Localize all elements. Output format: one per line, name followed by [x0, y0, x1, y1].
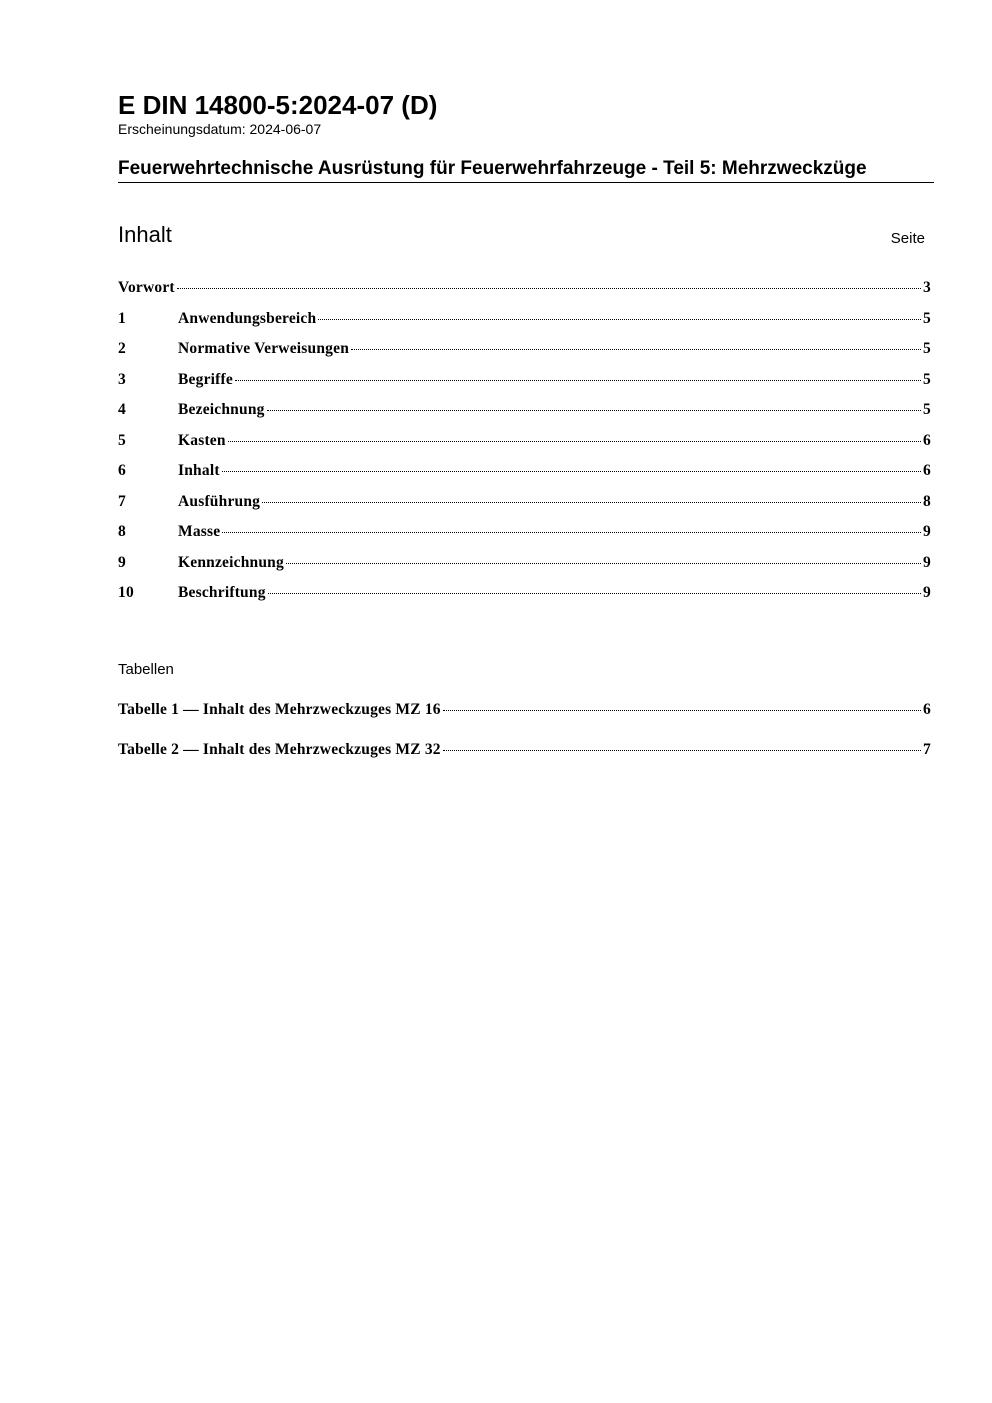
toc-leader-dots	[318, 319, 921, 320]
toc-entry-vorwort[interactable]	[118, 278, 931, 309]
table-entry-label: Tabelle 1 — Inhalt des Mehrzweckzuges MZ 16	[118, 701, 441, 718]
toc-leader-dots	[351, 349, 921, 350]
toc-entry-page: 6	[923, 431, 931, 449]
toc-entry-label: Vorwort	[118, 279, 175, 296]
toc-entry-label: Kasten	[178, 431, 226, 449]
toc-entry-page: 9	[923, 523, 931, 540]
toc-entry-label: Kennzeichnung	[178, 553, 284, 571]
toc-leader-dots	[286, 563, 921, 564]
toc-leader-dots	[268, 593, 921, 594]
toc-entry-page: 5	[923, 370, 931, 388]
toc-entry-number: 7	[118, 492, 126, 510]
publication-date: Erscheinungsdatum: 2024-06-07	[118, 121, 322, 137]
toc-entry-label: Anwendungsbereich	[178, 309, 317, 327]
toc-leader-dots	[267, 410, 921, 411]
toc-entry-label: Normative Verweisungen	[178, 340, 350, 357]
toc-entry-label: Masse	[178, 523, 221, 540]
toc-entry-2[interactable]	[118, 339, 931, 370]
toc-entry-number: 1	[118, 309, 126, 327]
toc-leader-dots	[235, 380, 921, 381]
table-entry-1[interactable]	[118, 700, 931, 740]
toc-entry-page: 9	[923, 584, 931, 601]
toc-leader-dots	[228, 441, 921, 442]
toc-leader-dots	[222, 471, 921, 472]
toc-entry-page: 5	[923, 309, 931, 327]
toc-entry-number: 8	[118, 523, 126, 540]
toc-entry-page: 6	[923, 462, 931, 479]
toc-entry-number: 9	[118, 553, 126, 571]
toc-entry-label: Beschriftung	[178, 584, 266, 601]
toc-entry-page: 5	[923, 340, 931, 357]
document-title: Feuerwehrtechnische Ausrüstung für Feuerwehrfahrzeuge - Teil 5: Mehrzweckzüge	[118, 158, 934, 183]
toc-leader-dots	[262, 502, 921, 503]
toc-entry-1[interactable]	[118, 309, 931, 340]
table-entry-2[interactable]	[118, 740, 931, 780]
toc-entry-9[interactable]	[118, 553, 931, 584]
toc-entry-label: Bezeichnung	[178, 401, 265, 418]
toc-entry-label: Begriffe	[178, 370, 233, 388]
table-entry-page: 7	[923, 741, 931, 758]
toc-entry-label: Inhalt	[178, 462, 220, 479]
toc-entry-8[interactable]	[118, 522, 931, 553]
toc-leader-dots	[222, 532, 921, 533]
toc-entry-3[interactable]	[118, 370, 931, 401]
toc-entry-number: 10	[118, 584, 134, 601]
toc-entry-number: 5	[118, 431, 126, 449]
toc-entry-4[interactable]	[118, 400, 931, 431]
toc-entry-number: 2	[118, 340, 126, 357]
document-id: E DIN 14800-5:2024-07 (D)	[118, 90, 438, 120]
toc-list	[118, 278, 931, 614]
toc-entry-6[interactable]	[118, 461, 931, 492]
page-column-heading: Seite	[890, 230, 925, 247]
toc-leader-dots	[443, 710, 921, 711]
toc-entry-5[interactable]	[118, 431, 931, 462]
toc-entry-7[interactable]	[118, 492, 931, 523]
toc-entry-page: 9	[923, 553, 931, 571]
toc-entry-number: 4	[118, 401, 126, 418]
tables-list	[118, 700, 931, 780]
toc-entry-number: 3	[118, 370, 126, 388]
table-entry-page: 6	[923, 701, 931, 718]
toc-entry-page: 5	[923, 401, 931, 418]
toc-heading: Inhalt	[118, 222, 172, 247]
tables-heading: Tabellen	[118, 661, 174, 678]
toc-entry-number: 6	[118, 462, 126, 479]
table-entry-label: Tabelle 2 — Inhalt des Mehrzweckzuges MZ 32	[118, 741, 441, 758]
toc-entry-page: 8	[923, 492, 931, 510]
toc-leader-dots	[177, 288, 921, 289]
toc-leader-dots	[443, 750, 921, 751]
toc-entry-label: Ausführung	[178, 492, 261, 510]
toc-entry-page: 3	[923, 279, 931, 296]
toc-entry-10[interactable]	[118, 583, 931, 614]
